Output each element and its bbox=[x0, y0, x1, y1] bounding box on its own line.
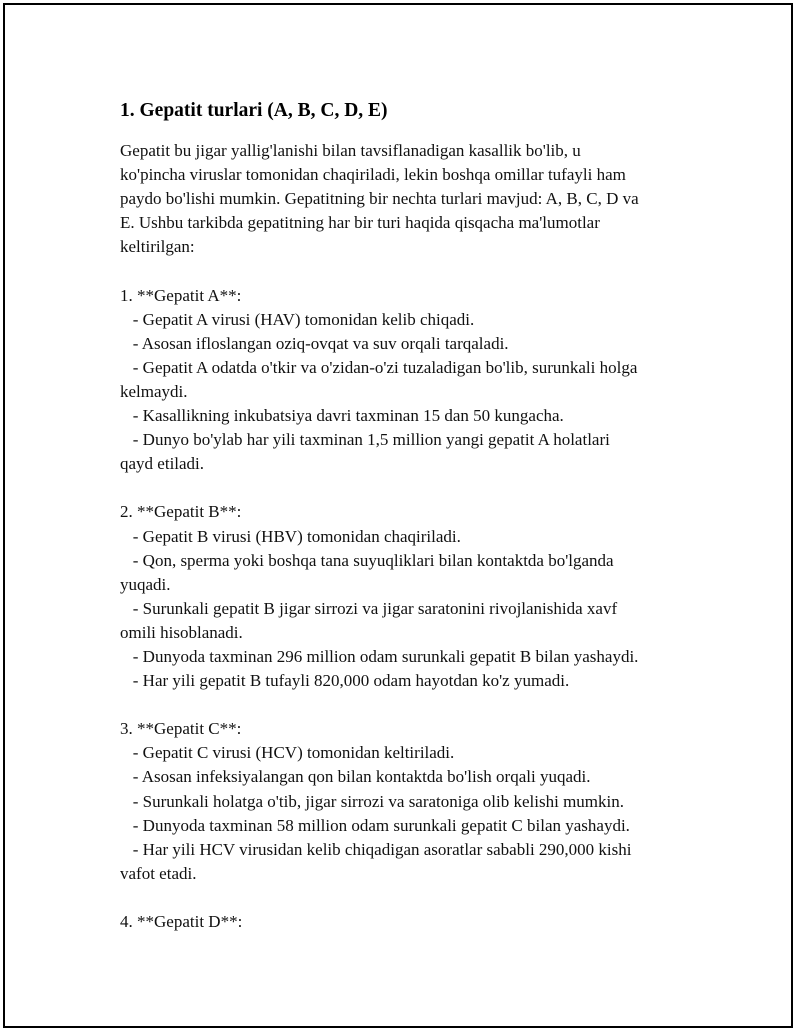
document-content bbox=[120, 98, 695, 934]
document-title: 1. Gepatit turlari (A, B, C, D, E) bbox=[120, 100, 388, 121]
document-page bbox=[3, 3, 793, 1028]
document-body-text: Gepatit bu jigar yallig'lanishi bilan tavsiflanadigan kasallik bo'lib, u ko'pincha viruslar tomonidan chaqiriladi, lekin boshqa omillar tufayli ham paydo bo'lishi mumkin. Gepatitning bir nechta turlari mavjud: A, B, C, D va E. Ushbu tarkibda gepatitning har bir turi haqida qisqacha ma'lumotlar keltirilgan: 1. **Gepatit A**: - Gepatit A virusi (HAV) tomonidan kelib chiqadi. - Asosan ifloslangan oziq-ovqat va suv orqali tarqaladi. - Gepatit A odatda o'tkir va o'zidan-o'zi tuzaladigan bo'lib, surunkali holga kelmaydi. - Kasallikning inkubatsiya davri taxminan 15 dan 50 kungacha. - Dunyo bo'ylab har yili taxminan 1,5 million yangi gepatit A holatlari qayd etiladi. 2. **Gepatit B**: - Gepatit B virusi (HBV) tomonidan chaqiriladi. - Qon, sperma yoki boshqa tana suyuqliklari bilan kontaktda bo'lganda yuqadi. - Surunkali gepatit B jigar sirrozi va jigar saratonini rivojlanishida xavf omili hisoblanadi. - Dunyoda taxminan 296 million odam surunkali gepatit B bilan yashaydi. - Har yili gepatit B tufayli 820,000 odam hayotdan ko'z yumadi. 3. **Gepatit C**: - Gepatit C virusi (HCV) tomonidan keltiriladi. - Asosan infeksiyalangan qon bilan kontaktda bo'lish orqali yuqadi. - Surunkali holatga o'tib, jigar sirrozi va saratoniga olib kelishi mumkin. - Dunyoda taxminan 58 million odam surunkali gepatit C bilan yashaydi. - Har yili HCV virusidan kelib chiqadigan asoratlar sababli 290,000 kishi vafot etadi. 4. **Gepatit D**: bbox=[120, 141, 639, 931]
